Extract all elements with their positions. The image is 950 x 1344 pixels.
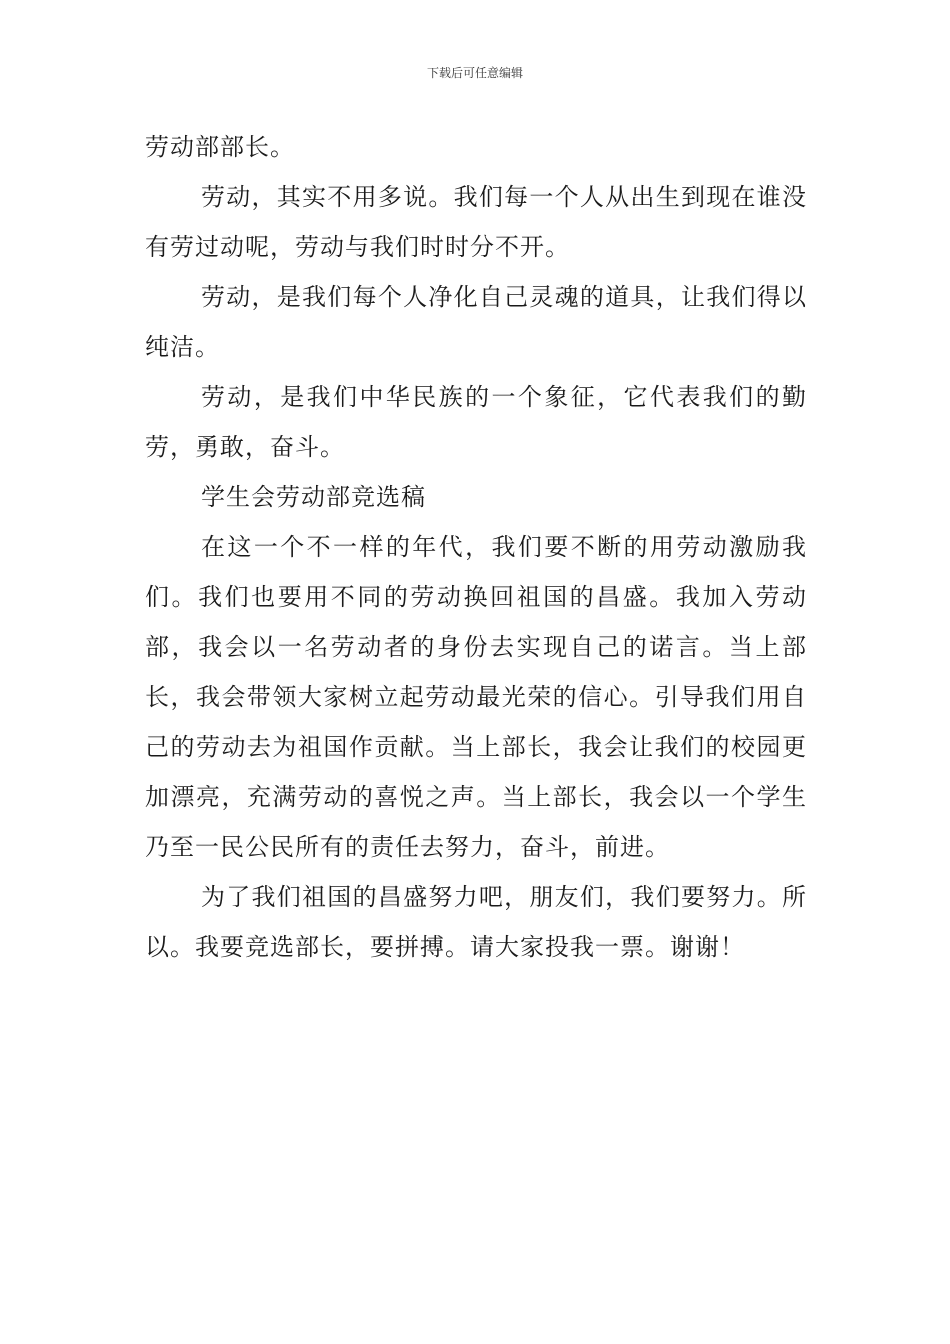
paragraph-campaign-promises: 在这一个不一样的年代，我们要不断的用劳动激励我们。我们也要用不同的劳动换回祖国的昌盛。我加入劳动部，我会以一名劳动者的身份去实现自己的诺言。当上部长，我会带领大家树立起劳动最光荣的信心。引导我们用自己的劳动去为祖国作贡献。当上部长，我会让我们的校园更加漂亮，充满劳动的喜悦之声。当上部长，我会以一个学生乃至一民公民所有的责任去努力，奋斗，前进。 <box>145 533 807 861</box>
paragraph-closing: 为了我们祖国的昌盛努力吧，朋友们，我们要努力。所以。我要竞选部长，要拼搏。请大家投我一票。谢谢！ <box>145 883 807 961</box>
paragraph-labor-symbol: 劳动，是我们中华民族的一个象征，它代表我们的勤劳，勇敢，奋斗。 <box>145 383 807 461</box>
section-title: 学生会劳动部竞选稿 <box>201 483 426 511</box>
page-header: 下载后可任意编辑 <box>426 66 523 80</box>
paragraph-labor-needless: 劳动，其实不用多说。我们每一个人从出生到现在谁没有劳过动呢，劳动与我们时时分不开。 <box>145 183 807 261</box>
paragraph-continuation: 劳动部部长。 <box>145 133 295 161</box>
paragraph-labor-soul: 劳动，是我们每个人净化自己灵魂的道具，让我们得以纯洁。 <box>145 283 807 361</box>
document-body <box>145 122 807 972</box>
